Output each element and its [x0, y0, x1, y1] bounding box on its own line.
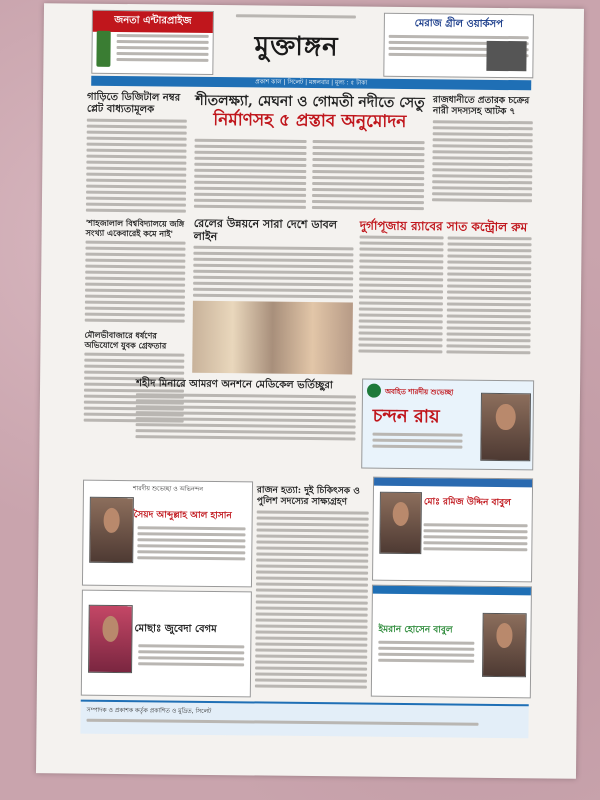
imran-photo — [482, 613, 527, 677]
sayed-photo — [89, 497, 134, 563]
right-top-story — [432, 95, 533, 205]
left-mid-story — [85, 218, 186, 326]
jubeda-photo — [88, 605, 133, 673]
right-top-headline: রাজধানীতে প্রতারক চক্রের নারী সদস্যসহ আটক ৭ — [432, 95, 530, 118]
imprint-footer — [80, 700, 528, 739]
rail-story — [193, 217, 354, 302]
chandan-name: চন্দন রায় — [372, 405, 440, 428]
puja-headline: দুর্গাপূজায় র‍্যাবের সাত কন্ট্রোল রুম — [359, 218, 528, 235]
top-right-ad-title: মেরাজ গ্রীল ওয়ার্কসপ — [414, 18, 504, 31]
chandan-roy-ad — [361, 379, 534, 471]
main-headline-line1: শীতলক্ষ্যা, মেঘনা ও গোমতী নদীতে সেতু — [195, 92, 425, 112]
imran-ad-topbar — [373, 586, 531, 596]
left-mid-headline: 'শাহজালাল বিশ্ববিদ্যালয়ে জঙ্গি সংখ্যা একেবারেই কমে নাই' — [85, 217, 185, 239]
masthead — [215, 11, 378, 77]
main-story — [194, 93, 425, 213]
party-emblem-icon — [367, 384, 381, 398]
tree-icon — [96, 31, 110, 67]
sayed-name: সৈয়দ আব্দুল্লাহ আল হাসান — [133, 510, 232, 522]
jubeda-name: মোছাঃ জুবেদা বেগম — [134, 623, 217, 636]
shaheed-story — [135, 378, 356, 443]
main-headline-line2: নির্মাণসহ ৫ প্রস্তাব অনুমোদন — [213, 109, 407, 132]
left-top-story — [86, 92, 187, 216]
ramij-name: মোঃ রমিজ উদ্দিন বাবুল — [423, 497, 511, 509]
paper-name: মুক্তাঙ্গন — [254, 31, 339, 63]
top-right-ad — [383, 13, 534, 79]
jubeda-ad — [81, 590, 252, 698]
top-left-ad — [91, 10, 214, 75]
ramij-ad — [372, 477, 533, 583]
center-low-story — [255, 485, 369, 691]
left-top-headline: গাড়িতে ডিজিটাল নম্বর প্লেট বাধ্যতামূলক — [86, 91, 181, 116]
hunger-strike-photo — [192, 301, 353, 375]
ramij-ad-topbar — [374, 478, 532, 488]
rail-headline: রেলের উন্নয়নে সারা দেশে ডাবল লাইন — [193, 216, 338, 244]
grill-photo — [486, 41, 526, 71]
imprint-text: সম্পাদক ও প্রকাশক কর্তৃক প্রকাশিত ও মুদ্রিত, সিলেট — [86, 706, 212, 715]
imran-ad — [371, 585, 532, 699]
sayed-ad — [82, 480, 253, 588]
chandan-banner: অবহিত শারদীয় শুভেচ্ছা — [384, 387, 454, 397]
shaheed-headline: শহীদ মিনারে আমরণ অনশনে মেডিকেল ভর্তিচ্ছুরা — [136, 378, 333, 392]
top-left-ad-title: জনতা এন্টারপ্রাইজ — [93, 11, 213, 33]
chandan-photo — [480, 393, 531, 462]
center-low-headline: রাজন হত্যা: দুই চিকিৎসক ও পুলিশ সদস্যের সাক্ষ্যগ্রহণ — [256, 485, 360, 508]
info-bar: প্রকাশ কাল | সিলেট | মঙ্গলবার | মূল্য : ৫ টাকা — [91, 76, 531, 91]
sayed-banner: শারদীয় শুভেচ্ছা ও অভিনন্দন — [132, 485, 203, 493]
left-low-headline: মৌলভীবাজারে ধর্ষণের অভিযোগে যুবক গ্রেফতার — [84, 329, 167, 351]
newspaper-page — [36, 3, 584, 779]
imran-name: ইমরান হোসেন বাবুল — [378, 624, 453, 636]
ramij-photo — [379, 492, 422, 554]
puja-story — [358, 219, 531, 358]
